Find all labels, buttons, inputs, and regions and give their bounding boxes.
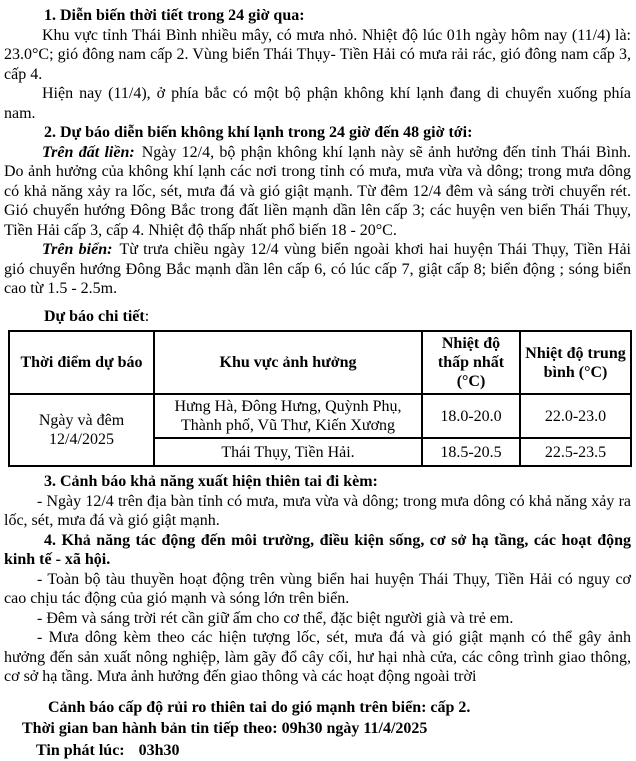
cell-min-temp-row1: 18.0-20.0 xyxy=(422,394,520,438)
on-land-text: Ngày 12/4, bộ phận không khí lạnh này sẽ ảnh hưởng đến tỉnh Thái Bình. Do ảnh hưởng của không khí lạnh các nơi trong tỉnh có mưa, mưa vừa và dông; trong mưa dông có khả năng xảy ra lốc, sét, mưa đá và gió giật mạnh. Từ đêm 12/4 đêm và sáng trời chuyển rét. Gió chuyển hướng Đông Bắc trong đất liền mạnh dần lên cấp 3; các huyện ven biển Thái Thụy, Tiền Hải cấp 3, cấp 4. Nhiệt độ thấp nhất phổ biến 18 - 20°C. xyxy=(4,144,631,239)
on-land-label: Trên đất liền: xyxy=(42,144,135,161)
detail-forecast-heading xyxy=(4,307,631,327)
section4-bullet-1: - Toàn bộ tàu thuyền hoạt động trên vùng biển hai huyện Thái Thụy, Tiền Hải có nguy cơ cao chịu tác động của gió mạnh và sóng lớn trên biển. xyxy=(4,570,631,609)
detail-forecast-label: Dự báo chi tiết xyxy=(44,308,145,325)
column-header-avg-temp: Nhiệt độ trung bình (°C) xyxy=(520,331,631,394)
section4-bullet-3: - Mưa dông kèm theo các hiện tượng lốc, sét, mưa đá và gió giật mạnh có thể gây ảnh hưởng đến sản xuất nông nghiệp, làm gãy đổ cây cối, hư hại nhà cửa, các công trình giao thông, cơ sở hạ tầng. Mưa ảnh hưởng đến giao thông và các hoạt động ngoài trời xyxy=(4,628,631,687)
risk-level-line: Cảnh báo cấp độ rủi ro thiên tai do gió mạnh trên biển: cấp 2. xyxy=(4,697,631,719)
cell-region-row1: Hưng Hà, Đông Hưng, Quỳnh Phụ, Thành phố, Vũ Thư, Kiến Xương xyxy=(154,394,422,438)
issued-time-value: 03h30 xyxy=(139,742,180,759)
cell-avg-temp-row2: 22.5-23.5 xyxy=(520,438,631,466)
on-sea-text: Từ trưa chiều ngày 12/4 vùng biển ngoài khơi hai huyện Thái Thụy, Tiền Hải gió chuyển hướng Đông Bắc mạnh dần lên cấp 6, có lúc cấp 7, giật cấp 8; biển động ; sóng biển cao từ 1.5 - 2.5m. xyxy=(4,241,631,297)
section3-heading: 3. Cảnh báo khả năng xuất hiện thiên tai đi kèm: xyxy=(4,472,631,492)
section1-heading: 1. Diễn biến thời tiết trong 24 giờ qua: xyxy=(4,6,631,26)
next-bulletin-line: Thời gian ban hành bản tin tiếp theo: 09h30 ngày 11/4/2025 xyxy=(4,718,631,740)
on-sea-paragraph xyxy=(4,240,631,299)
cell-min-temp-row2: 18.5-20.5 xyxy=(422,438,520,466)
column-header-time: Thời điểm dự báo xyxy=(9,331,154,394)
on-sea-label: Trên biển: xyxy=(42,241,112,258)
issued-time-line xyxy=(4,740,631,761)
section4-heading: 4. Khả năng tác động đến môi trường, điều kiện sống, cơ sở hạ tầng, các hoạt động kinh tế - xã hội. xyxy=(4,531,631,570)
section1-paragraph-2: Hiện nay (11/4), ở phía bắc có một bộ phận không khí lạnh đang di chuyển xuống phía nam. xyxy=(4,84,631,123)
cell-avg-temp-row1: 22.0-23.0 xyxy=(520,394,631,438)
section1-paragraph-1: Khu vực tỉnh Thái Bình nhiều mây, có mưa nhỏ. Nhiệt độ lúc 01h ngày hôm nay (11/4) là: 23.0°C; gió đông nam cấp 2. Vùng biển Thái Thụy- Tiền Hải có mưa rải rác, gió đông nam cấp 3, cấp 4. xyxy=(4,26,631,85)
section3-bullet-1: - Ngày 12/4 trên địa bàn tỉnh có mưa, mưa vừa và dông; trong mưa dông có khả năng xảy ra lốc, sét, mưa đá và gió giật mạnh. xyxy=(4,492,631,531)
section2-heading: 2. Dự báo diễn biến không khí lạnh trong 24 giờ đến 48 giờ tới: xyxy=(4,123,631,143)
cell-forecast-time: Ngày và đêm 12/4/2025 xyxy=(9,394,154,466)
detail-forecast-colon: : xyxy=(145,308,149,325)
cell-region-row2: Thái Thụy, Tiền Hải. xyxy=(154,438,422,466)
on-land-paragraph xyxy=(4,143,631,241)
forecast-table xyxy=(8,330,632,467)
table-row xyxy=(9,394,631,438)
column-header-min-temp: Nhiệt độ thấp nhất (°C) xyxy=(422,331,520,394)
issued-time-label: Tin phát lúc: xyxy=(36,742,125,759)
forecast-table-header-row xyxy=(9,331,631,394)
section4-bullet-2: - Đêm và sáng trời rét cần giữ ấm cho cơ thể, đặc biệt người già và trẻ em. xyxy=(4,609,631,629)
column-header-region: Khu vực ảnh hưởng xyxy=(154,331,422,394)
bulletin-footer xyxy=(4,697,631,761)
